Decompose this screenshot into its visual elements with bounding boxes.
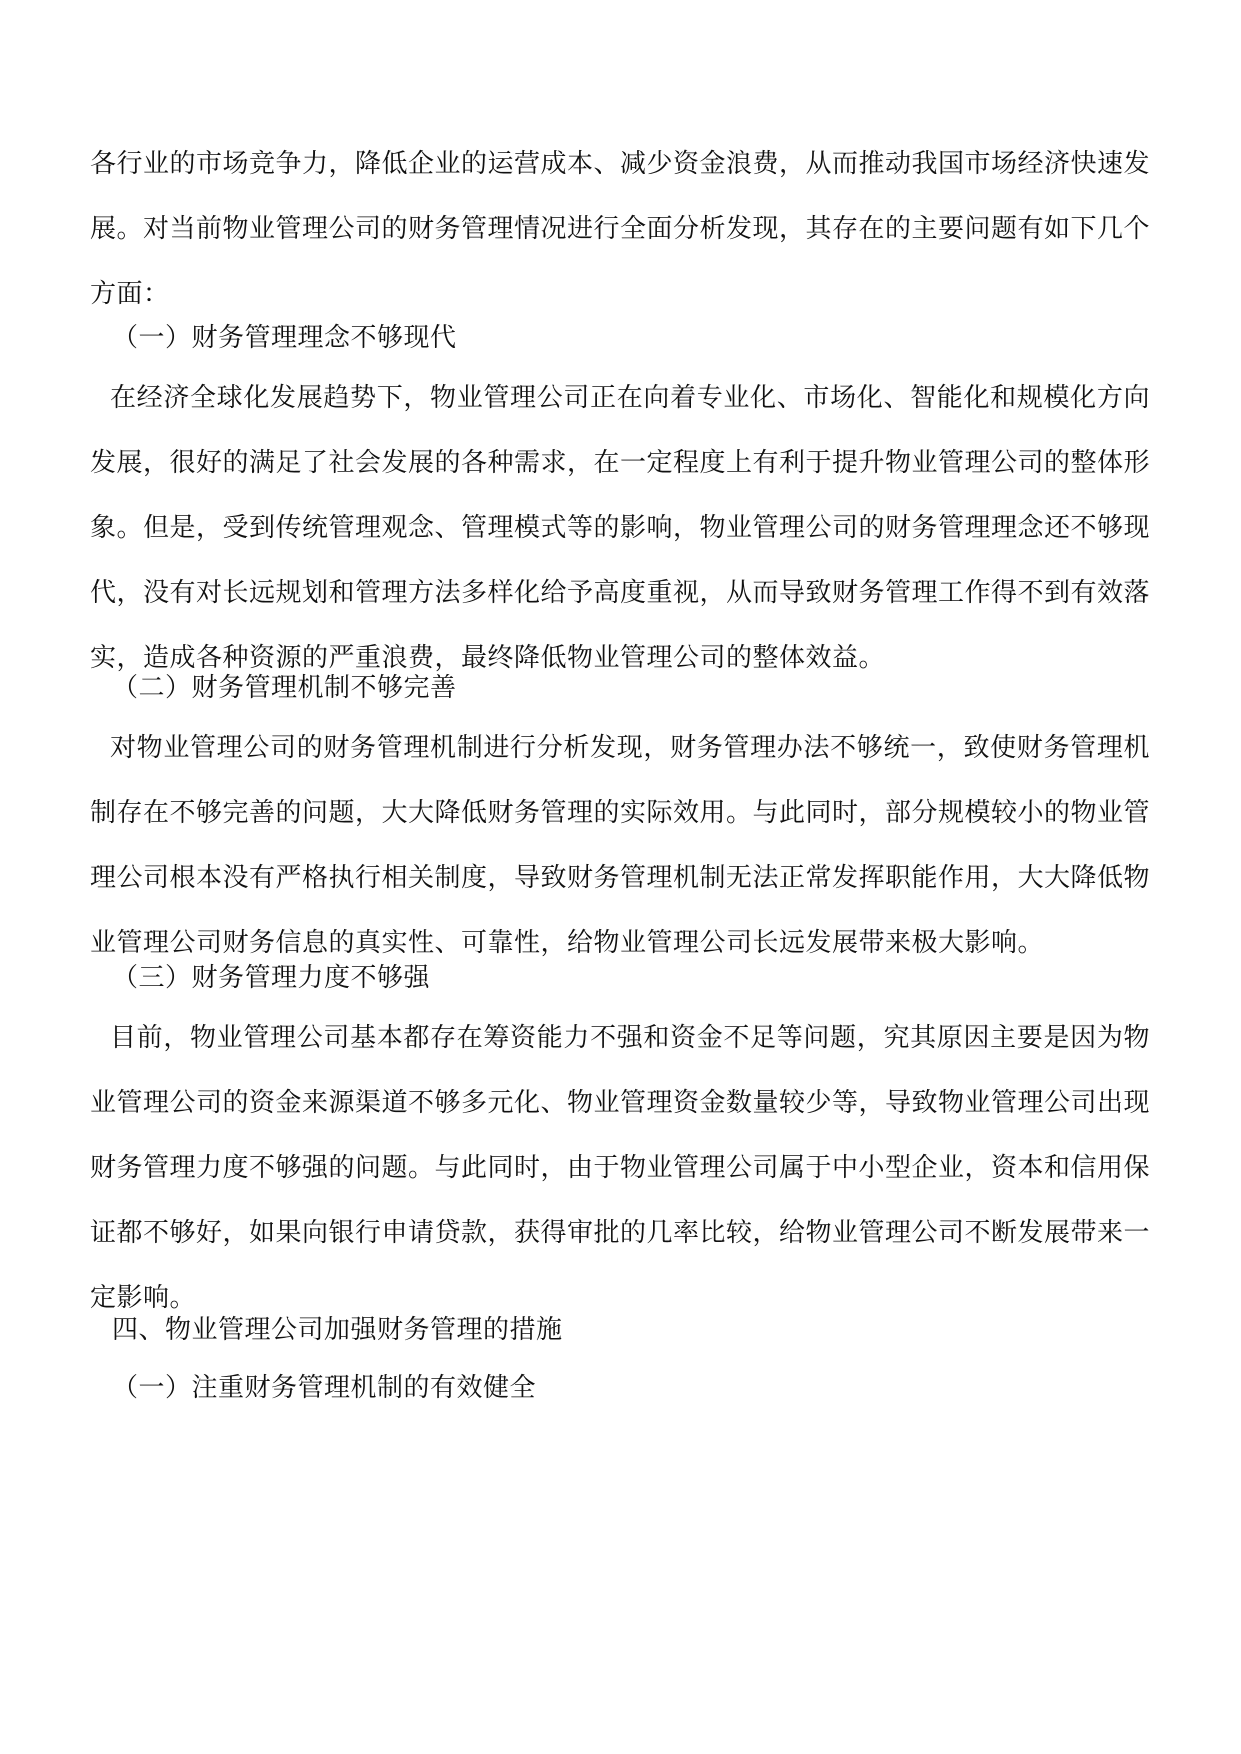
heading-section-2: （二）财务管理机制不够完善 — [112, 673, 457, 703]
heading-part-4: 四、物业管理公司加强财务管理的措施 — [112, 1315, 563, 1345]
paragraph-section-1: 在经济全球化发展趋势下，物业管理公司正在向着专业化、市场化、智能化和规模化方向发展，很好的满足了社会发展的各种需求，在一定程度上有利于提升物业管理公司的整体形象。但是，受到传统管理观念、管理模式等的影响，物业管理公司的财务管理理念还不够现代，没有对长远规划和管理方法多样化给予高度重视，从而导致财务管理工作得不到有效落实，造成各种资源的严重浪费，最终降低物业管理公司的整体效益。 — [90, 383, 1151, 673]
paragraph-section-3: 目前，物业管理公司基本都存在筹资能力不强和资金不足等问题，究其原因主要是因为物业管理公司的资金来源渠道不够多元化、物业管理资金数量较少等，导致物业管理公司出现财务管理力度不够强的问题。与此同时，由于物业管理公司属于中小型企业，资本和信用保证都不够好，如果向银行申请贷款，获得审批的几率比较，给物业管理公司不断发展带来一定影响。 — [90, 1023, 1151, 1313]
paragraph-intro: 各行业的市场竞争力，降低企业的运营成本、减少资金浪费，从而推动我国市场经济快速发展。对当前物业管理公司的财务管理情况进行全面分析发现，其存在的主要问题有如下几个方面： — [90, 149, 1151, 309]
heading-section-3: （三）财务管理力度不够强 — [112, 963, 431, 993]
heading-part-4-section-1: （一）注重财务管理机制的有效健全 — [112, 1373, 537, 1403]
paragraph-section-2: 对物业管理公司的财务管理机制进行分析发现，财务管理办法不够统一，致使财务管理机制存在不够完善的问题，大大降低财务管理的实际效用。与此同时，部分规模较小的物业管理公司根本没有严格执行相关制度，导致财务管理机制无法正常发挥职能作用，大大降低物业管理公司财务信息的真实性、可靠性，给物业管理公司长远发展带来极大影响。 — [90, 733, 1151, 958]
heading-section-1: （一）财务管理理念不够现代 — [112, 323, 457, 353]
